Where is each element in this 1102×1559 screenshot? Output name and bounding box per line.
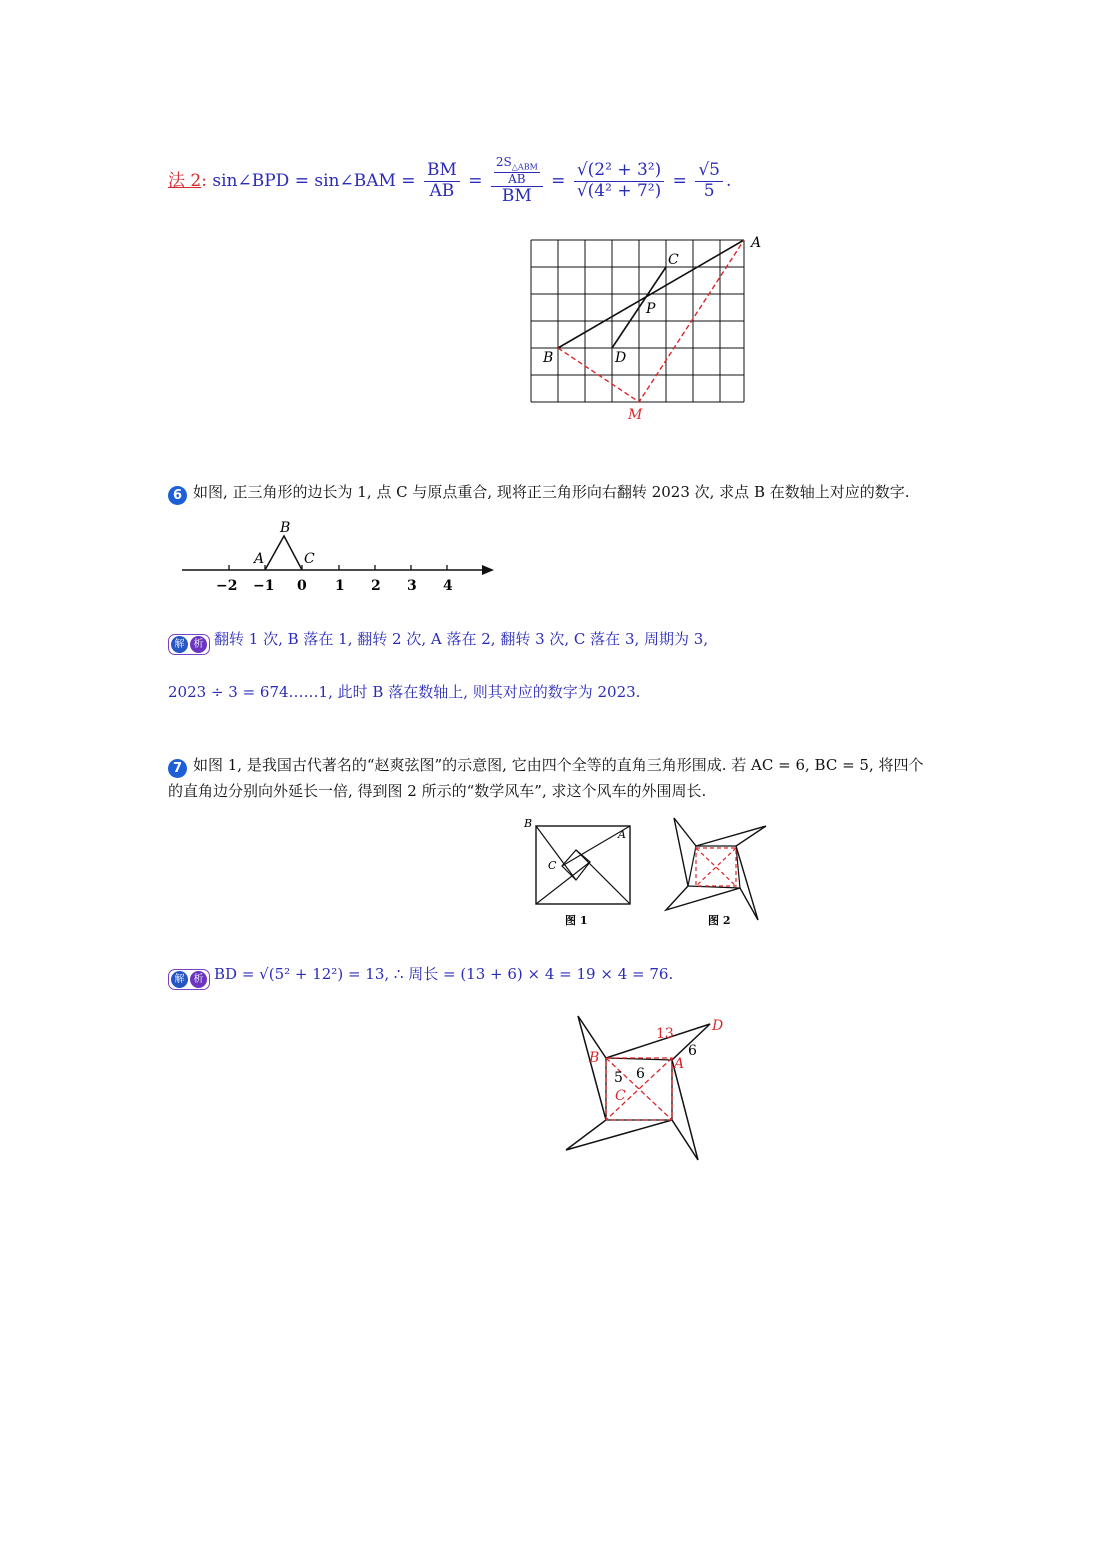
frac4-num: √5 [695, 161, 723, 182]
label-A: A [751, 235, 762, 251]
q7-answer-text: BD = √(5² + 12²) = 13, ∴ 周长 = (13 + 6) × 4 = 19 × 4 = 76. [214, 965, 674, 983]
tick-label-4: 4 [443, 578, 453, 594]
label-13: 13 [656, 1026, 674, 1042]
method2-formula [168, 156, 731, 207]
q6-answer-text-1: 翻转 1 次, B 落在 1, 翻转 2 次, A 落在 2, 翻转 3 次, C 落在 3, 周期为 3, [214, 630, 709, 648]
frac2-num-den: AB [508, 171, 526, 186]
label-6-outer: 6 [688, 1043, 697, 1059]
frac2-num [491, 156, 543, 187]
figure-2-windmill [660, 814, 772, 932]
frac2-num-sub: △ABM [511, 162, 538, 172]
fraction-bm-ab [424, 161, 460, 201]
tick-label-1: 1 [335, 578, 345, 594]
equals-3: = [672, 170, 687, 191]
question-7-line1 [168, 752, 958, 778]
q7-answer [168, 963, 673, 990]
label-B: B [280, 520, 291, 536]
label-6-inner: 6 [636, 1066, 645, 1082]
question-number-7: 7 [168, 759, 187, 778]
fraction-sqrt [574, 161, 664, 201]
question-number-6: 6 [168, 486, 187, 505]
analysis-badge-left: 解 [171, 636, 188, 653]
label-A: A [618, 828, 626, 841]
label-A: A [254, 551, 265, 567]
label-C: C [668, 252, 679, 268]
q6-answer-line1 [168, 628, 708, 655]
fraction-result [695, 161, 723, 201]
method2-label: 法 2 [168, 170, 202, 191]
label-B: B [524, 817, 533, 830]
tick-label-3: 3 [407, 578, 417, 594]
tick-label-neg1: −1 [253, 578, 275, 594]
tick-label-neg2: −2 [216, 578, 238, 594]
label-5: 5 [614, 1070, 623, 1086]
analysis-badge [168, 634, 210, 655]
analysis-badge-right: 析 [190, 636, 207, 653]
grid-lines [531, 240, 744, 402]
question-7-line2: 的直角边分别向外延长一倍, 得到图 2 所示的“数学风车”, 求这个风车的外围周长. [168, 782, 707, 800]
number-line-figure [176, 518, 500, 598]
triangle-abc [265, 536, 302, 570]
figure-1-zhao-shuang [518, 814, 638, 932]
label-B: B [589, 1050, 600, 1066]
question-7-text-1: 如图 1, 是我国古代著名的“赵爽弦图”的示意图, 它由四个全等的直角三角形围成. 若 AC = 6, BC = 5, 将四个 [193, 756, 924, 774]
analysis-badge-right: 析 [190, 971, 207, 988]
equals-2: = [551, 170, 566, 191]
windmill-dashed [696, 848, 736, 886]
label-C: C [615, 1088, 626, 1104]
arrow-head-icon [482, 565, 494, 575]
question-7 [168, 752, 958, 808]
method2-colon: : [201, 170, 207, 191]
label-B: B [543, 350, 554, 366]
frac4-den: 5 [703, 180, 715, 201]
equals-1: = [468, 170, 483, 191]
figure-2-caption: 图 2 [708, 914, 731, 927]
frac1-num: BM [424, 161, 460, 182]
frac3-num: √(2² + 3²) [574, 161, 664, 182]
frac3-den: √(4² + 7²) [576, 180, 662, 201]
frac1-den: AB [429, 180, 455, 201]
q6-answer-line2: 2023 ÷ 3 = 674……1, 此时 B 落在数轴上, 则其对应的数字为 2023. [168, 683, 641, 701]
frac2-num-top: 2S [495, 155, 512, 169]
question-6 [168, 479, 958, 505]
label-P: P [646, 301, 656, 317]
figure-1-caption: 图 1 [565, 914, 588, 927]
label-D: D [712, 1018, 724, 1034]
analysis-badge-left: 解 [171, 971, 188, 988]
tick-label-0: 0 [297, 578, 307, 594]
fraction-area [491, 156, 543, 207]
frac2-den: BM [501, 186, 532, 207]
grid-figure [520, 232, 780, 427]
analysis-badge [168, 969, 210, 990]
label-C: C [304, 551, 315, 567]
label-A: A [674, 1056, 685, 1072]
frac2-num-inner [494, 156, 540, 173]
question-6-text: 如图, 正三角形的边长为 1, 点 C 与原点重合, 现将正三角形向右翻转 2023 次, 求点 B 在数轴上对应的数字. [193, 483, 910, 501]
windmill-outline [666, 818, 766, 920]
label-C: C [548, 859, 557, 872]
method2-end: . [725, 170, 732, 191]
label-M: M [628, 407, 643, 423]
figure-3-windmill-annotated [560, 1010, 740, 1168]
label-D: D [615, 350, 627, 366]
tick-label-2: 2 [371, 578, 381, 594]
method2-lhs: sin∠BPD = sin∠BAM = [212, 170, 416, 191]
